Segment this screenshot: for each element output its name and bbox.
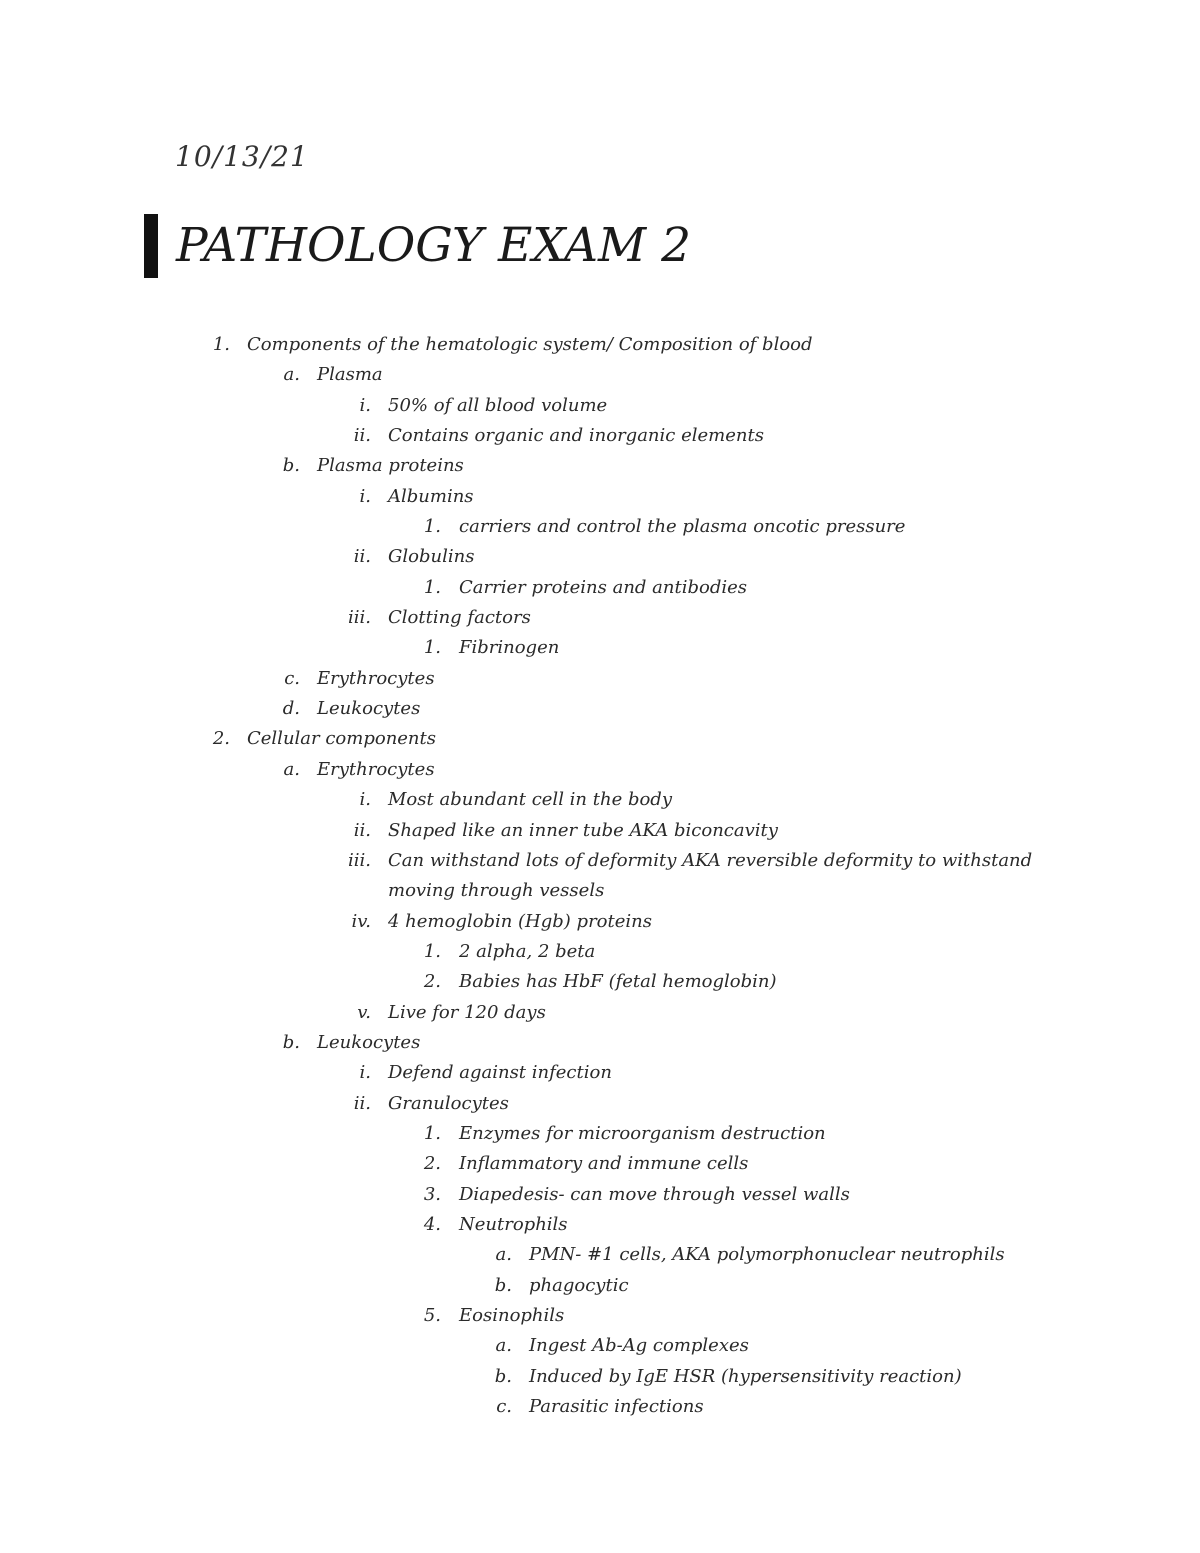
list-item (0, 1362, 1200, 1392)
list-item-text: Clotting factors (388, 607, 531, 629)
list-item-text: Parasitic infections (529, 1396, 704, 1418)
list-item-text: Enzymes for microorganism destruction (459, 1122, 826, 1144)
list-item (0, 876, 1200, 906)
list-item (0, 391, 1200, 421)
list-item-text: Erythrocytes (317, 667, 435, 689)
list-marker: 3. (423, 1183, 441, 1205)
list-item-text: Diapedesis- can move through vessel walls (459, 1183, 850, 1205)
list-item (0, 542, 1200, 572)
list-marker: i. (359, 394, 371, 416)
list-marker: a. (495, 1335, 512, 1357)
list-item-text: 4 hemoglobin (Hgb) proteins (388, 910, 652, 932)
list-item (0, 421, 1200, 451)
list-marker: 2. (423, 971, 441, 993)
list-item (0, 482, 1200, 512)
list-marker: 5. (423, 1305, 441, 1326)
list-item-text: Plasma proteins (317, 455, 464, 477)
list-item-text: Erythrocytes (317, 758, 435, 780)
list-marker: 2. (423, 1153, 441, 1175)
list-item (0, 816, 1200, 846)
list-marker: c. (496, 1396, 512, 1418)
list-marker: b. (494, 1365, 512, 1387)
list-item-text: Inflammatory and immune cells (459, 1153, 749, 1175)
list-item (0, 512, 1200, 542)
list-item-text: Ingest Ab-Ag complexes (529, 1335, 749, 1357)
list-item-text: Carrier proteins and antibodies (459, 576, 748, 598)
list-marker: iv. (351, 910, 371, 932)
list-item (0, 603, 1200, 633)
list-item (0, 755, 1200, 785)
list-marker: a. (495, 1244, 512, 1266)
page-title: PATHOLOGY EXAM 2 (176, 218, 691, 273)
heading-bar (144, 214, 158, 278)
list-item (0, 330, 1200, 360)
list-item (0, 1240, 1200, 1270)
list-item-text: moving through vessels (388, 880, 605, 902)
list-item (0, 1271, 1200, 1301)
list-item (0, 451, 1200, 481)
list-marker: 1. (212, 334, 230, 355)
list-item (0, 907, 1200, 937)
list-marker: i. (359, 485, 371, 507)
list-item (0, 1301, 1200, 1331)
list-item-text: Cellular components (247, 728, 436, 750)
list-marker: 4. (423, 1213, 441, 1235)
list-item (0, 694, 1200, 724)
list-item (0, 573, 1200, 603)
list-marker: v. (357, 1001, 371, 1023)
list-item-text: Defend against infection (388, 1062, 612, 1084)
list-marker: i. (359, 1062, 371, 1084)
list-item-text: Eosinophils (459, 1305, 565, 1326)
list-item (0, 664, 1200, 694)
list-marker: ii. (353, 1092, 371, 1114)
list-item (0, 1058, 1200, 1088)
list-marker: 1. (423, 940, 441, 962)
list-item (0, 1331, 1200, 1361)
list-item (0, 1210, 1200, 1240)
list-marker: 1. (423, 637, 441, 659)
list-marker: 2. (212, 728, 230, 750)
list-item-text: PMN- #1 cells, AKA polymorphonuclear neutrophils (529, 1244, 1005, 1266)
outline-list (0, 330, 1200, 1422)
list-item-text: Leukocytes (317, 1031, 421, 1053)
list-item-text: Plasma (317, 364, 383, 386)
date: 10/13/21 (175, 140, 309, 173)
list-item (0, 633, 1200, 663)
list-marker: c. (284, 667, 300, 689)
list-marker: 1. (423, 516, 441, 538)
list-item (0, 1028, 1200, 1058)
list-item (0, 360, 1200, 390)
list-item (0, 1392, 1200, 1422)
list-marker: b. (282, 1031, 300, 1053)
list-item-text: 50% of all blood volume (388, 394, 608, 416)
list-marker: b. (494, 1274, 512, 1296)
list-item-text: Contains organic and inorganic elements (388, 425, 764, 447)
list-marker: i. (359, 789, 371, 811)
list-item-text: Babies has HbF (fetal hemoglobin) (459, 971, 777, 993)
list-marker: a. (283, 758, 300, 780)
list-item (0, 998, 1200, 1028)
list-item-text: Albumins (388, 485, 474, 507)
list-item (0, 967, 1200, 997)
list-marker: d. (282, 698, 300, 720)
list-marker: b. (282, 455, 300, 477)
list-marker: a. (283, 364, 300, 386)
list-item-text: Fibrinogen (459, 637, 560, 659)
list-marker: 1. (423, 576, 441, 598)
list-item-text: phagocytic (529, 1274, 629, 1296)
list-marker: 1. (423, 1122, 441, 1144)
list-item-text: Granulocytes (388, 1092, 509, 1114)
list-item-text: Neutrophils (459, 1213, 568, 1235)
list-item (0, 1089, 1200, 1119)
list-item-text: Shaped like an inner tube AKA biconcavity (388, 819, 778, 841)
list-item-text: Most abundant cell in the body (388, 789, 672, 811)
list-item-text: carriers and control the plasma oncotic pressure (459, 516, 906, 538)
list-item (0, 785, 1200, 815)
list-item (0, 724, 1200, 754)
list-item-text: Can withstand lots of deformity AKA reversible deformity to withstand (388, 849, 1033, 871)
list-marker: ii. (353, 546, 371, 568)
list-marker: ii. (353, 425, 371, 447)
list-item (0, 846, 1200, 876)
list-item-text: Induced by IgE HSR (hypersensitivity reaction) (529, 1365, 962, 1387)
list-item-text: Components of the hematologic system/ Composition of blood (247, 334, 813, 355)
list-marker: iii. (348, 607, 371, 629)
list-item-text: 2 alpha, 2 beta (459, 940, 596, 962)
list-item-text: Globulins (388, 546, 475, 568)
list-item (0, 1180, 1200, 1210)
list-item-text: Leukocytes (317, 698, 421, 720)
list-item (0, 1149, 1200, 1179)
list-item (0, 937, 1200, 967)
list-item-text: Live for 120 days (388, 1001, 546, 1023)
list-marker: iii. (348, 849, 371, 871)
list-marker: ii. (353, 819, 371, 841)
list-item (0, 1119, 1200, 1149)
